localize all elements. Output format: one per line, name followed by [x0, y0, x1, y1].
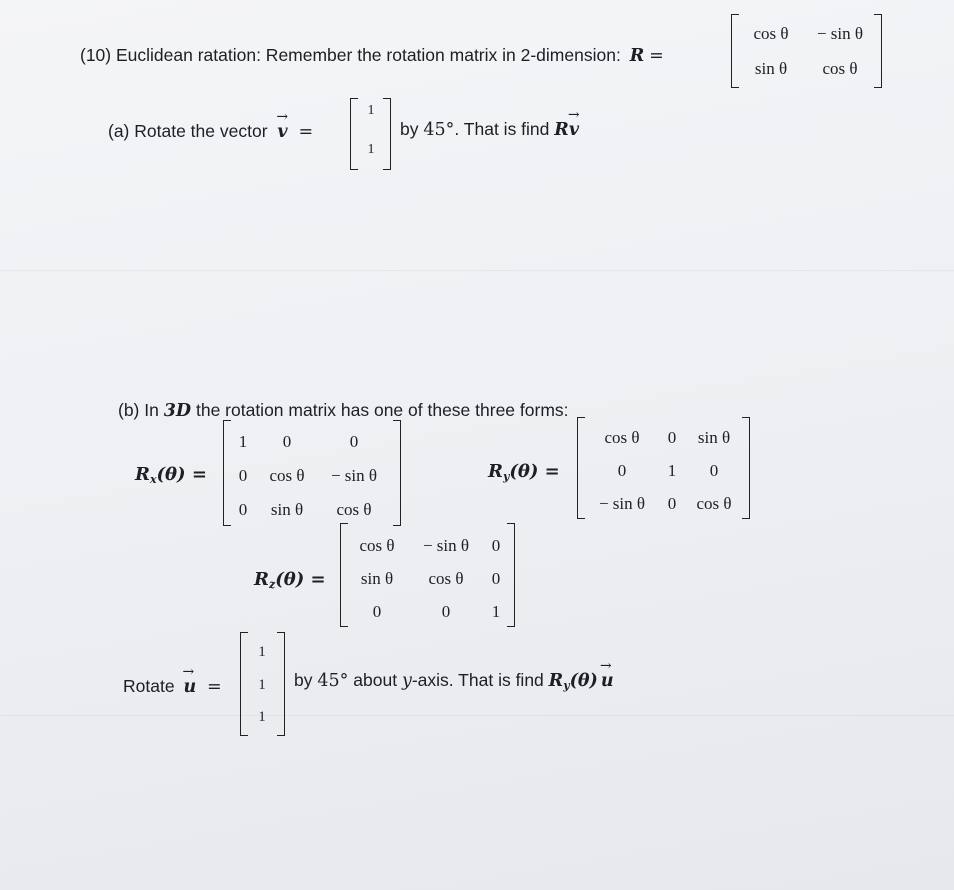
vector-v-symbol: → v	[569, 120, 579, 140]
vector-u-symbol: → u	[183, 677, 196, 697]
subscript-z: z	[268, 578, 276, 591]
bracket-right	[874, 14, 882, 88]
find-text: . That is find	[454, 119, 550, 139]
vector-entry: 1	[367, 142, 375, 157]
theta-arg: (θ)	[569, 671, 598, 691]
matrix-cell: 0	[667, 428, 677, 447]
matrix-cell: − sin θ	[816, 24, 864, 43]
axis-suffix: -axis. That is find	[411, 670, 544, 690]
R-symbol: R	[548, 671, 564, 691]
Rx-label	[135, 464, 207, 486]
part-a-label	[108, 121, 313, 142]
part-a-rest	[400, 119, 579, 140]
rotate-text: Rotate	[123, 676, 175, 696]
theta-arg: (θ) =	[275, 569, 326, 590]
matrix-cell: cos θ	[428, 569, 464, 588]
R-symbol: R	[488, 461, 503, 482]
matrix-cell: 0	[491, 569, 501, 588]
heading-text: (10) Euclidean ratation: Remember the rotation matrix in 2-dimension:	[80, 45, 621, 65]
rotate-instruction	[294, 670, 614, 692]
bracket-right	[393, 420, 401, 526]
matrix-cell: − sin θ	[422, 536, 470, 555]
part-b-intro	[118, 400, 569, 421]
matrix-cell: − sin θ	[330, 466, 378, 485]
subscript-y: y	[563, 679, 570, 692]
matrix-cell: 0	[667, 494, 677, 513]
matrix-cell: sin θ	[270, 500, 304, 519]
Rz-label	[254, 569, 326, 591]
matrix-cell: 0	[238, 500, 248, 519]
vector-entry: 1	[367, 103, 375, 118]
matrix-cell: cos θ	[359, 536, 395, 555]
matrix-cell: cos θ	[822, 59, 858, 78]
matrix-cell: 0	[441, 602, 451, 621]
angle-45: 45°	[317, 671, 349, 691]
theta-arg: (θ) =	[156, 464, 207, 485]
R-symbol: R	[254, 569, 269, 590]
vector-entry: 1	[258, 644, 266, 660]
vector-entry: 1	[258, 677, 266, 693]
axis-y: y	[401, 671, 412, 691]
problem-heading	[80, 45, 664, 66]
matrix-cell: cos θ	[269, 466, 305, 485]
Ry-label	[488, 461, 560, 483]
matrix-cell: cos θ	[604, 428, 640, 447]
R-symbol: R	[629, 46, 645, 66]
intro-suffix: the rotation matrix has one of these three forms:	[195, 400, 569, 420]
matrix-cell: 1	[667, 461, 677, 480]
equals-sign: =	[649, 46, 664, 66]
matrix-cell: 0	[238, 466, 248, 485]
rotate-label	[123, 676, 222, 697]
by-text: by	[400, 119, 419, 139]
matrix-cell: 0	[282, 432, 292, 451]
theta-arg: (θ) =	[509, 461, 560, 482]
subscript-x: x	[149, 473, 157, 486]
matrix-cell: 1	[238, 432, 248, 451]
intro-3d: 3D	[163, 401, 192, 421]
matrix-cell: cos θ	[336, 500, 372, 519]
matrix-cell: sin θ	[754, 59, 788, 78]
by-text: by	[294, 670, 313, 690]
vector-u-symbol: → u	[601, 671, 614, 691]
matrix-cell: sin θ	[360, 569, 394, 588]
matrix-cell: 1	[491, 602, 501, 621]
R-symbol: R	[554, 120, 569, 140]
intro-prefix: (b) In	[118, 400, 159, 420]
equals-sign: =	[207, 677, 222, 697]
bracket-right	[277, 632, 285, 736]
matrix-cell: 0	[491, 536, 501, 555]
matrix-cell: cos θ	[696, 494, 732, 513]
matrix-cell: 0	[349, 432, 359, 451]
angle-45: 45°	[423, 120, 455, 140]
bracket-right	[507, 523, 515, 627]
subscript-y: y	[502, 470, 510, 483]
matrix-cell: 0	[617, 461, 627, 480]
R-symbol: R	[135, 464, 150, 485]
vector-v-symbol: → v	[277, 122, 287, 142]
about-text: about	[353, 670, 398, 690]
matrix-cell: sin θ	[697, 428, 731, 447]
matrix-cell: − sin θ	[598, 494, 646, 513]
matrix-cell: cos θ	[753, 24, 789, 43]
vector-entry: 1	[258, 709, 266, 725]
matrix-cell: 0	[709, 461, 719, 480]
part-a-text: (a) Rotate the vector	[108, 121, 268, 141]
equals-sign: =	[298, 122, 314, 142]
matrix-cell: 0	[372, 602, 382, 621]
